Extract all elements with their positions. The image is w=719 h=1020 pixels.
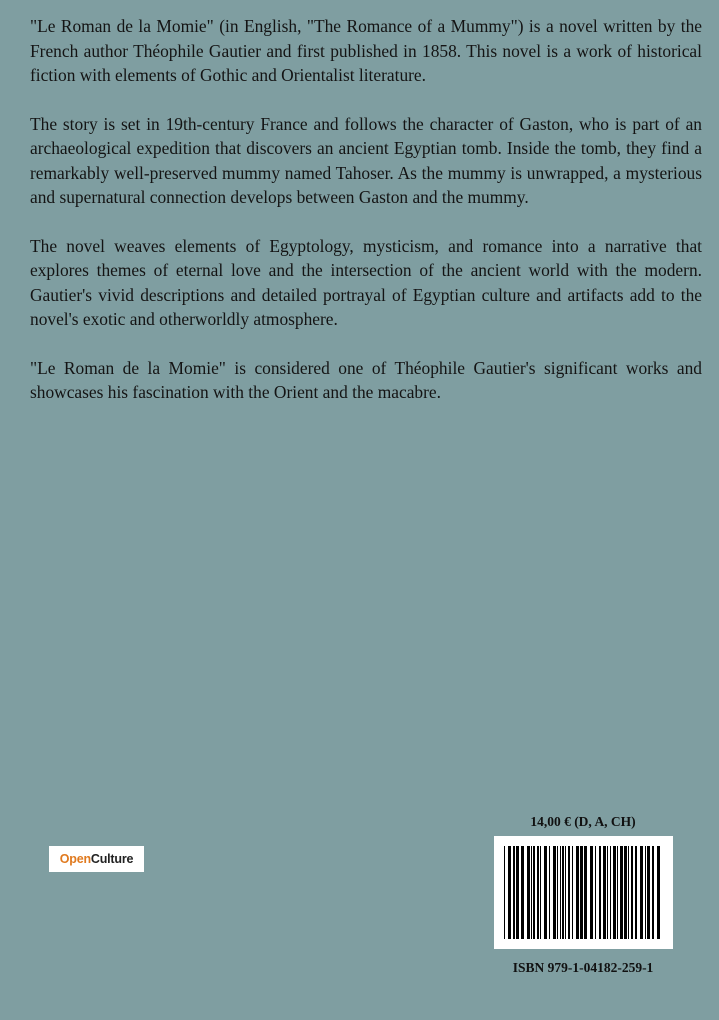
barcode-bar <box>647 846 650 939</box>
barcode-bar <box>553 846 556 939</box>
barcode-bar <box>657 846 660 939</box>
barcode-bar <box>595 846 596 939</box>
barcode-bar <box>620 846 623 939</box>
barcode-bar <box>549 846 550 939</box>
blurb-paragraph: "Le Roman de la Momie" is considered one of Théophile Gautier's significant works and showcases his fascination with the Orient and the macabre. <box>30 357 702 402</box>
barcode-bar <box>537 846 539 939</box>
barcode-bar <box>531 846 532 939</box>
barcode-bar <box>516 846 519 939</box>
barcode-bar <box>613 846 616 939</box>
barcode-bar <box>562 846 564 939</box>
blurb-paragraph: "Le Roman de la Momie" (in English, "The Romance of a Mummy") is a novel written by the French author Théophile Gautier and first published in 1858. This novel is a work of historical fiction with elements of Gothic and Orientalist literature. <box>30 16 702 85</box>
barcode-bar <box>635 846 637 939</box>
barcode-bar <box>560 846 561 939</box>
barcode-bar <box>504 846 505 939</box>
barcode-bar <box>645 846 646 939</box>
barcode-bar <box>544 846 547 939</box>
barcode-bar <box>590 846 593 939</box>
barcode-bar <box>624 846 627 939</box>
barcode-bar <box>580 846 583 939</box>
barcode-bar <box>599 846 601 939</box>
logo-open-text: Open <box>59 852 91 866</box>
barcode-bar <box>607 846 608 939</box>
isbn-label: ISBN 979-1-04182-259-1 <box>512 960 654 975</box>
barcode-bar <box>610 846 611 939</box>
publisher-logo <box>49 846 144 872</box>
barcode-bar <box>603 846 606 939</box>
barcode-bar <box>576 846 579 939</box>
barcode-bar <box>628 846 629 939</box>
logo-culture-text: Culture <box>90 852 134 866</box>
barcode-bar <box>527 846 530 939</box>
blurb-paragraph: The story is set in 19th-century France and follows the character of Gaston, who is part of an archaeological expedition that discovers an ancient Egyptian tomb. Inside the tomb, they find a remarkably well-preserved mummy named Tahoser. As the mummy is unwrapped, a mysterious and supernatural connection develops between Gaston and the mummy. <box>30 113 702 207</box>
barcode-bar <box>652 846 654 939</box>
barcode-bar <box>631 846 633 939</box>
barcode-bars <box>504 846 663 939</box>
barcode-bar <box>572 846 573 939</box>
barcode-bar <box>533 846 535 939</box>
barcode-bar <box>640 846 643 939</box>
barcode-bar <box>521 846 524 939</box>
barcode <box>494 836 673 949</box>
barcode-bar <box>568 846 570 939</box>
barcode-bar <box>557 846 558 939</box>
barcode-bar <box>565 846 566 939</box>
barcode-bar <box>540 846 541 939</box>
barcode-bar <box>513 846 515 939</box>
price-label: 14,00 € (D, A, CH) <box>530 814 636 829</box>
blurb-paragraph: The novel weaves elements of Egyptology, mysticism, and romance into a narrative that explores themes of eternal love and the intersection of the ancient world with the modern. Gautier's vivid descriptions and detailed portrayal of Egyptian culture and artifacts add to the novel's exotic and otherworldly atmosphere. <box>30 235 702 329</box>
back-cover-blurb <box>30 14 702 429</box>
barcode-bar <box>617 846 618 939</box>
barcode-bar <box>508 846 511 939</box>
barcode-bar <box>584 846 587 939</box>
